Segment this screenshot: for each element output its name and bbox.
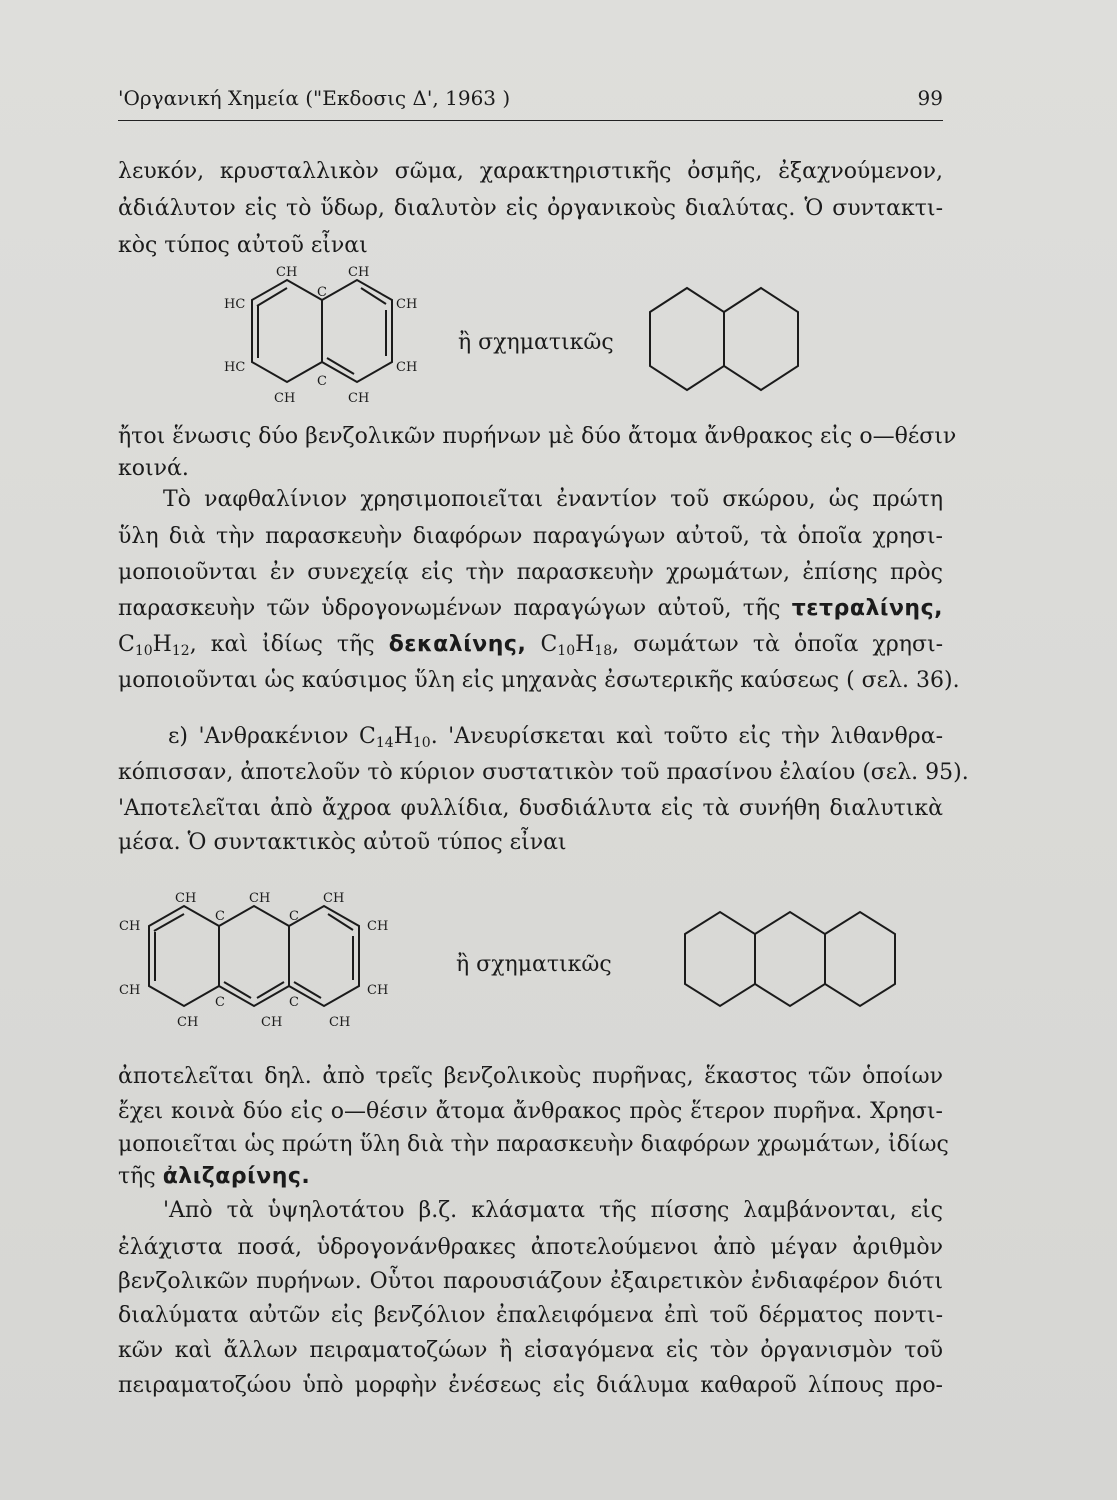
- atom-label: CH: [276, 265, 298, 280]
- text-line: κῶν καὶ ἄλλων πειραματοζώων ἢ εἰσαγόμενα εἰς τὸν ὀργανισμὸν τοῦ: [118, 1338, 943, 1363]
- text-line: ἀδιάλυτον εἰς τὸ ὕδωρ, διαλυτὸν εἰς ὀργανικοὺς διαλύτας. Ὁ συντακτι-: [118, 196, 943, 221]
- atom-label: C: [317, 374, 327, 389]
- text-span: παρασκευὴν τῶν ὑδρογονωμένων παραγώγων αὐτοῦ, τῆς: [118, 596, 781, 621]
- text-line: 'Απὸ τὰ ὑψηλοτάτου β.ζ. κλάσματα τῆς πίσσης λαμβάνονται, εἰς: [163, 1198, 943, 1223]
- text-line: μοποιεῖται ὡς πρώτη ὕλη διὰ τὴν παρασκευὴν διαφόρων χρωμάτων, ἰδίως: [118, 1132, 949, 1157]
- text-line: μέσα. Ὁ συντακτικὸς αὐτοῦ τύπος εἶναι: [118, 830, 567, 855]
- text-line: κὸς τύπος αὐτοῦ εἶναι: [118, 233, 368, 258]
- text-line: μοποιοῦνται ἐν συνεχείᾳ εἰς τὴν παρασκευὴν χρωμάτων, ἐπίσης πρὸς: [118, 560, 943, 585]
- atom-label: CH: [177, 1015, 199, 1030]
- atom-label: CH: [261, 1015, 283, 1030]
- atom-label: CH: [367, 919, 389, 934]
- atom-label: CH: [119, 983, 141, 998]
- atom-label: HC: [224, 360, 246, 375]
- text-line: μοποιοῦνται ὡς καύσιμος ὕλη εἰς μηχανὰς ἐσωτερικῆς καύσεως ( σελ. 36).: [118, 668, 960, 693]
- atom-label: HC: [224, 297, 246, 312]
- running-header: [118, 86, 943, 118]
- text-line: ἐλάχιστα ποσά, ὑδρογονάνθρακες ἀποτελούμενοι ἀπὸ μέγαν ἀριθμὸν: [118, 1235, 943, 1260]
- text-line: [118, 630, 943, 660]
- text-line: 'Αποτελεῖται ἀπὸ ἄχροα φυλλίδια, δυσδιάλυτα εἰς τὰ συνήθη διαλυτικὰ: [118, 796, 943, 821]
- anthracene-schematic-formula: [680, 908, 920, 1013]
- atom-label: C: [317, 285, 327, 300]
- schematic-label: ἢ σχηματικῶς: [456, 952, 612, 977]
- atom-label: CH: [119, 919, 141, 934]
- text-line: [118, 594, 943, 624]
- atom-label: CH: [367, 983, 389, 998]
- text-line: κοινά.: [118, 456, 189, 481]
- atom-label: CH: [348, 265, 370, 280]
- atom-label: C: [215, 909, 225, 924]
- atom-label: CH: [396, 297, 418, 312]
- atom-label: CH: [249, 891, 271, 906]
- formula-decalin: $C_{10}H_{18}$: [540, 632, 613, 659]
- text-line: ὕλη διὰ τὴν παρασκευὴν διαφόρων παραγώγων αὐτοῦ, τὰ ὁποῖα χρησι-: [118, 524, 943, 549]
- atom-label: CH: [348, 391, 370, 406]
- atom-label: C: [289, 909, 299, 924]
- atom-label: CH: [323, 891, 345, 906]
- formula-tetralin: $C_{10}H_{12}$: [118, 632, 190, 659]
- page-number: 99: [917, 86, 943, 110]
- term-tetralin: τετραλίνης,: [791, 596, 943, 621]
- text-span: τῆς: [118, 1164, 156, 1189]
- atom-label: C: [289, 995, 299, 1010]
- text-span: , καὶ ἰδίως τῆς: [189, 632, 375, 657]
- anthracene-structural-formula: [115, 886, 415, 1031]
- atom-label: CH: [329, 1015, 351, 1030]
- term-decalin: δεκαλίνης,: [388, 632, 527, 657]
- schematic-label: ἢ σχηματικῶς: [458, 330, 614, 355]
- atom-label: CH: [274, 391, 296, 406]
- header-rule: [118, 120, 943, 121]
- atom-label: CH: [396, 360, 418, 375]
- text-line: βενζολικῶν πυρήνων. Οὗτοι παρουσιάζουν ἐξαιρετικὸν ἐνδιαφέρον διότι: [118, 1269, 943, 1294]
- text-span: , σωμάτων τὰ ὁποῖα χρησι-: [612, 632, 944, 657]
- text-line: ε) 'Ανθρακένιον $C_{14}H_{10}$. 'Ανευρίσκεται καὶ τοῦτο εἰς τὴν λιθανθρα-: [168, 724, 943, 751]
- text-line: ἔχει κοινὰ δύο εἰς ο—θέσιν ἄτομα ἄνθρακος πρὸς ἕτερον πυρῆνα. Χρησι-: [118, 1099, 943, 1124]
- term-alizarin: ἀλιζαρίνης.: [162, 1164, 311, 1189]
- text-line: πειραματοζώου ὑπὸ μορφὴν ἐνέσεως εἰς διάλυμα καθαροῦ λίπους προ-: [118, 1373, 943, 1398]
- text-line: ἀποτελεῖται δηλ. ἀπὸ τρεῖς βενζολικοὺς πυρῆνας, ἕκαστος τῶν ὁποίων: [118, 1064, 943, 1089]
- header-title: 'Οργανική Χημεία ("Εκδοσις Δ', 1963 ): [118, 86, 511, 110]
- text-line: κόπισσαν, ἀποτελοῦν τὸ κύριον συστατικὸν τοῦ πρασίνου ἐλαίου (σελ. 95).: [118, 760, 969, 785]
- text-line: Τὸ ναφθαλίνιον χρησιμοποιεῖται ἐναντίον τοῦ σκώρου, ὡς πρώτη: [163, 487, 943, 512]
- naphthalene-schematic-formula: [645, 282, 805, 402]
- atom-label: CH: [175, 891, 197, 906]
- text-line: διαλύματα αὐτῶν εἰς βενζόλιον ἐπαλειφόμενα ἐπὶ τοῦ δέρματος ποντι-: [118, 1303, 943, 1328]
- atom-label: C: [215, 995, 225, 1010]
- naphthalene-structural-formula: [210, 262, 450, 412]
- text-line: ἤτοι ἕνωσις δύο βενζολικῶν πυρήνων μὲ δύο ἄτομα ἄνθρακος εἰς ο—θέσιν: [118, 424, 957, 449]
- text-line: [118, 1162, 943, 1192]
- text-line: λευκόν, κρυσταλλικὸν σῶμα, χαρακτηριστικῆς ὀσμῆς, ἐξαχνούμενον,: [118, 159, 943, 184]
